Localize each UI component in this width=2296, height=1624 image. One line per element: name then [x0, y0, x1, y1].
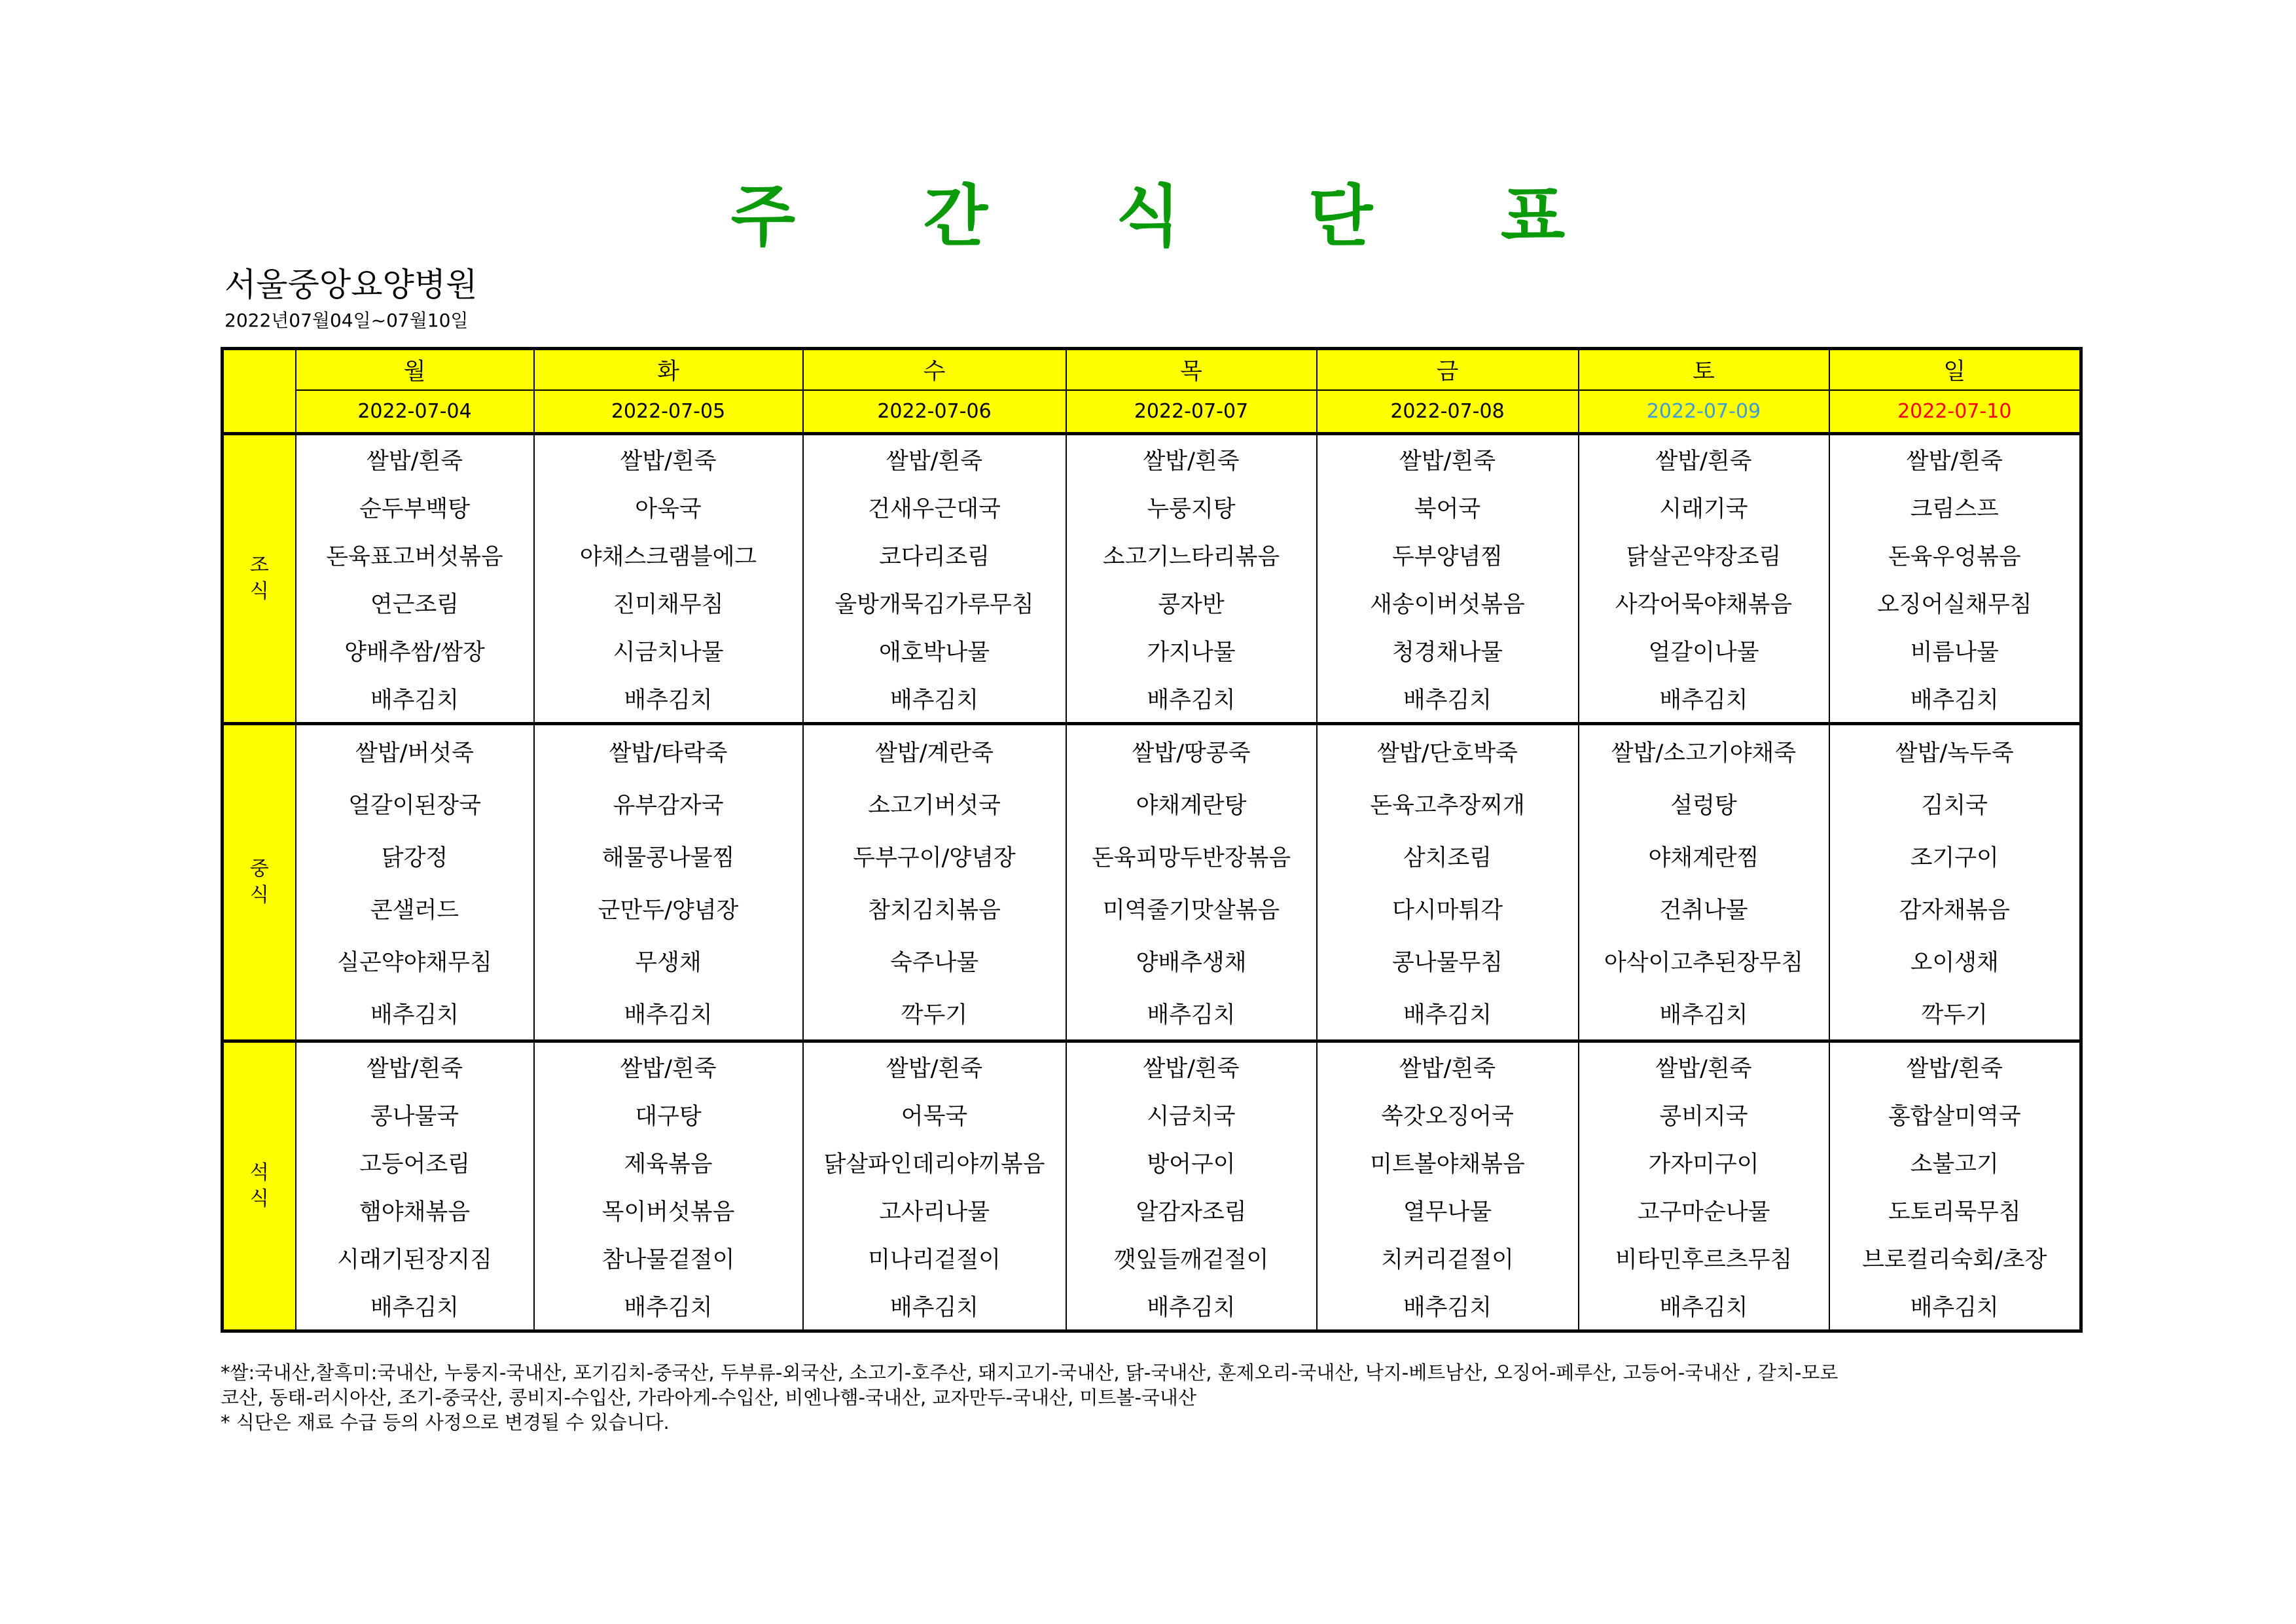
weekday-sun: 일: [1829, 349, 2081, 391]
menu-item: 쌀밥/타락죽: [534, 724, 803, 778]
menu-item: 가자미구이: [1579, 1138, 1829, 1186]
menu-item: 유부감자국: [534, 778, 803, 830]
menu-item: 홍합살미역국: [1829, 1091, 2081, 1138]
date-sat: 2022-07-09: [1579, 390, 1829, 434]
menu-item: 쌀밥/흰죽: [1829, 434, 2081, 484]
menu-period: 2022년07월04일~07월10일: [224, 310, 469, 331]
menu-item: 배추김치: [1317, 1282, 1579, 1331]
menu-item: 배추김치: [1579, 987, 1829, 1041]
menu-item: 쌀밥/버섯죽: [296, 724, 534, 778]
breakfast-row: [223, 674, 2081, 724]
menu-item: 배추김치: [534, 1282, 803, 1331]
lunch-row: [223, 882, 2081, 935]
lunch-row: [223, 778, 2081, 830]
menu-item: 무생채: [534, 935, 803, 987]
breakfast-row: [223, 531, 2081, 579]
dinner-row: [223, 1091, 2081, 1138]
page-title: 주 간 식 단 표: [730, 178, 1618, 256]
menu-item: 애호박나물: [803, 626, 1066, 674]
date-tue: 2022-07-05: [534, 390, 803, 434]
menu-item: 건새우근대국: [803, 483, 1066, 531]
menu-item: 소불고기: [1829, 1138, 2081, 1186]
menu-item: 감자채볶음: [1829, 882, 2081, 935]
date-thu: 2022-07-07: [1066, 390, 1317, 434]
menu-item: 얼갈이나물: [1579, 626, 1829, 674]
menu-item: 미나리겉절이: [803, 1234, 1066, 1282]
menu-item: 쌀밥/흰죽: [803, 434, 1066, 484]
menu-item: 실곤약야채무침: [296, 935, 534, 987]
menu-item: 참나물겉절이: [534, 1234, 803, 1282]
menu-item: 쌀밥/녹두죽: [1829, 724, 2081, 778]
menu-item: 알감자조림: [1066, 1186, 1317, 1234]
change-notice: * 식단은 재료 수급 등의 사정으로 변경될 수 있습니다.: [221, 1411, 670, 1434]
hospital-name: 서울중앙요양병원: [224, 266, 478, 304]
menu-item: 고사리나물: [803, 1186, 1066, 1234]
menu-item: 쌀밥/흰죽: [1579, 434, 1829, 484]
menu-item: 아삭이고추된장무침: [1579, 935, 1829, 987]
meal-label-char: 조: [249, 554, 269, 577]
breakfast-row: [223, 626, 2081, 674]
menu-item: 쌀밥/흰죽: [534, 434, 803, 484]
menu-item: 쌀밥/흰죽: [1317, 1041, 1579, 1091]
weekday-wed: 수: [803, 349, 1066, 391]
origin-notice-line-2: 코산, 동태-러시아산, 조기-중국산, 콩비지-수입산, 가라아게-수입산, 비엔나햄-국내산, 교자만두-국내산, 미트볼-국내산: [221, 1386, 1196, 1409]
dinner-label: [223, 1041, 296, 1331]
menu-item: 콩자반: [1066, 579, 1317, 626]
menu-item: 닭강정: [296, 830, 534, 882]
menu-item: 코다리조림: [803, 531, 1066, 579]
breakfast-label: [223, 434, 296, 724]
menu-item: 청경채나물: [1317, 626, 1579, 674]
menu-item: 쌀밥/흰죽: [534, 1041, 803, 1091]
menu-item: 도토리묵무침: [1829, 1186, 2081, 1234]
date-fri: 2022-07-08: [1317, 390, 1579, 434]
menu-item: 양배추생채: [1066, 935, 1317, 987]
menu-item: 비타민후르츠무침: [1579, 1234, 1829, 1282]
menu-item: 콘샐러드: [296, 882, 534, 935]
menu-item: 김치국: [1829, 778, 2081, 830]
menu-item: 야채계란탕: [1066, 778, 1317, 830]
weekday-sat: 토: [1579, 349, 1829, 391]
date-mon: 2022-07-04: [296, 390, 534, 434]
menu-item: 배추김치: [1066, 1282, 1317, 1331]
menu-item: 콩비지국: [1579, 1091, 1829, 1138]
menu-item: 배추김치: [534, 674, 803, 724]
menu-item: 설렁탕: [1579, 778, 1829, 830]
menu-item: 배추김치: [1066, 674, 1317, 724]
menu-item: 콩나물무침: [1317, 935, 1579, 987]
menu-item: 브로컬리숙회/초장: [1829, 1234, 2081, 1282]
menu-item: 소고기느타리볶음: [1066, 531, 1317, 579]
menu-item: 배추김치: [1829, 1282, 2081, 1331]
menu-item: 진미채무침: [534, 579, 803, 626]
menu-item: 돈육고추장찌개: [1317, 778, 1579, 830]
menu-item: 쌀밥/소고기야채죽: [1579, 724, 1829, 778]
menu-item: 쌀밥/흰죽: [1066, 1041, 1317, 1091]
menu-item: 쌀밥/흰죽: [296, 1041, 534, 1091]
menu-item: 누룽지탕: [1066, 483, 1317, 531]
date-wed: 2022-07-06: [803, 390, 1066, 434]
menu-item: 연근조림: [296, 579, 534, 626]
menu-item: 순두부백탕: [296, 483, 534, 531]
menu-item: 방어구이: [1066, 1138, 1317, 1186]
menu-item: 얼갈이된장국: [296, 778, 534, 830]
menu-item: 배추김치: [1579, 674, 1829, 724]
meal-label-char: 식: [249, 884, 269, 907]
origin-notice-line-1: *쌀:국내산,찰흑미:국내산, 누룽지-국내산, 포기김치-중국산, 두부류-외국산, 소고기-호주산, 돼지고기-국내산, 닭-국내산, 훈제오리-국내산, 낙지-베트남산, 오징어-페루산, 고등어-국내산 , 갈치-모로: [221, 1362, 1839, 1384]
menu-item: 건취나물: [1579, 882, 1829, 935]
menu-item: 미트볼야채볶음: [1317, 1138, 1579, 1186]
menu-item: 쌀밥/흰죽: [803, 1041, 1066, 1091]
weekday-tue: 화: [534, 349, 803, 391]
lunch-row: [223, 724, 2081, 778]
menu-item: 고등어조림: [296, 1138, 534, 1186]
menu-item: 야채계란찜: [1579, 830, 1829, 882]
menu-item: 열무나물: [1317, 1186, 1579, 1234]
menu-item: 배추김치: [1066, 987, 1317, 1041]
menu-item: 돈육우엉볶음: [1829, 531, 2081, 579]
menu-item: 다시마튀각: [1317, 882, 1579, 935]
lunch-label: [223, 724, 296, 1041]
menu-item: 야채스크램블에그: [534, 531, 803, 579]
menu-item: 배추김치: [296, 1282, 534, 1331]
dinner-row: [223, 1138, 2081, 1186]
menu-item: 배추김치: [1317, 674, 1579, 724]
menu-item: 배추김치: [296, 987, 534, 1041]
menu-item: 닭살파인데리야끼볶음: [803, 1138, 1066, 1186]
menu-item: 배추김치: [296, 674, 534, 724]
menu-item: 쌀밥/흰죽: [1066, 434, 1317, 484]
menu-item: 배추김치: [1829, 674, 2081, 724]
meal-label-char: 식: [249, 580, 269, 603]
meal-label-char: 중: [249, 857, 269, 880]
breakfast-row: [223, 579, 2081, 626]
lunch-row: [223, 830, 2081, 882]
notes-section: [221, 1360, 2086, 1435]
menu-item: 대구탕: [534, 1091, 803, 1138]
menu-item: 시금치나물: [534, 626, 803, 674]
menu-item: 쑥갓오징어국: [1317, 1091, 1579, 1138]
weekday-fri: 금: [1317, 349, 1579, 391]
weekday-thu: 목: [1066, 349, 1317, 391]
menu-item: 쌀밥/흰죽: [1579, 1041, 1829, 1091]
menu-item: 고구마순나물: [1579, 1186, 1829, 1234]
meal-label-char: 식: [249, 1187, 269, 1210]
menu-item: 참치김치볶음: [803, 882, 1066, 935]
menu-item: 치커리겉절이: [1317, 1234, 1579, 1282]
menu-item: 조기구이: [1829, 830, 2081, 882]
menu-item: 배추김치: [803, 1282, 1066, 1331]
menu-item: 햄야채볶음: [296, 1186, 534, 1234]
menu-item: 두부양념찜: [1317, 531, 1579, 579]
menu-item: 시래기된장지짐: [296, 1234, 534, 1282]
menu-item: 돈육피망두반장볶음: [1066, 830, 1317, 882]
dinner-row: [223, 1041, 2081, 1091]
menu-item: 제육볶음: [534, 1138, 803, 1186]
weekday-header-row: [223, 349, 2081, 391]
dinner-row: [223, 1282, 2081, 1331]
header-corner: [223, 349, 296, 434]
menu-item: 양배추쌈/쌈장: [296, 626, 534, 674]
menu-item: 쌀밥/흰죽: [1829, 1041, 2081, 1091]
menu-item: 쌀밥/계란죽: [803, 724, 1066, 778]
menu-item: 배추김치: [534, 987, 803, 1041]
menu-item: 배추김치: [1317, 987, 1579, 1041]
breakfast-row: [223, 483, 2081, 531]
menu-item: 두부구이/양념장: [803, 830, 1066, 882]
menu-item: 숙주나물: [803, 935, 1066, 987]
weekly-menu-table: [221, 347, 2083, 1333]
menu-item: 비름나물: [1829, 626, 2081, 674]
menu-item: 아욱국: [534, 483, 803, 531]
menu-item: 닭살곤약장조림: [1579, 531, 1829, 579]
date-sun: 2022-07-10: [1829, 390, 2081, 434]
menu-item: 울방개묵김가루무침: [803, 579, 1066, 626]
date-header-row: [223, 390, 2081, 434]
lunch-row: [223, 987, 2081, 1041]
menu-item: 사각어묵야채볶음: [1579, 579, 1829, 626]
menu-item: 콩나물국: [296, 1091, 534, 1138]
menu-item: 쌀밥/흰죽: [296, 434, 534, 484]
dinner-row: [223, 1234, 2081, 1282]
menu-item: 시금치국: [1066, 1091, 1317, 1138]
menu-item: 깍두기: [803, 987, 1066, 1041]
menu-item: 목이버섯볶음: [534, 1186, 803, 1234]
menu-item: 깻잎들깨겉절이: [1066, 1234, 1317, 1282]
menu-item: 쌀밥/땅콩죽: [1066, 724, 1317, 778]
menu-item: 소고기버섯국: [803, 778, 1066, 830]
lunch-row: [223, 935, 2081, 987]
menu-item: 크림스프: [1829, 483, 2081, 531]
menu-item: 북어국: [1317, 483, 1579, 531]
menu-item: 오이생채: [1829, 935, 2081, 987]
menu-item: 돈육표고버섯볶음: [296, 531, 534, 579]
menu-item: 가지나물: [1066, 626, 1317, 674]
menu-item: 시래기국: [1579, 483, 1829, 531]
menu-item: 군만두/양념장: [534, 882, 803, 935]
menu-item: 삼치조림: [1317, 830, 1579, 882]
menu-item: 새송이버섯볶음: [1317, 579, 1579, 626]
menu-item: 배추김치: [803, 674, 1066, 724]
menu-item: 어묵국: [803, 1091, 1066, 1138]
dinner-row: [223, 1186, 2081, 1234]
menu-item: 미역줄기맛살볶음: [1066, 882, 1317, 935]
weekday-mon: 월: [296, 349, 534, 391]
menu-item: 깍두기: [1829, 987, 2081, 1041]
menu-item: 오징어실채무침: [1829, 579, 2081, 626]
menu-item: 배추김치: [1579, 1282, 1829, 1331]
breakfast-row: [223, 434, 2081, 484]
menu-item: 쌀밥/단호박죽: [1317, 724, 1579, 778]
menu-item: 해물콩나물찜: [534, 830, 803, 882]
menu-item: 쌀밥/흰죽: [1317, 434, 1579, 484]
meal-label-char: 석: [249, 1161, 269, 1184]
